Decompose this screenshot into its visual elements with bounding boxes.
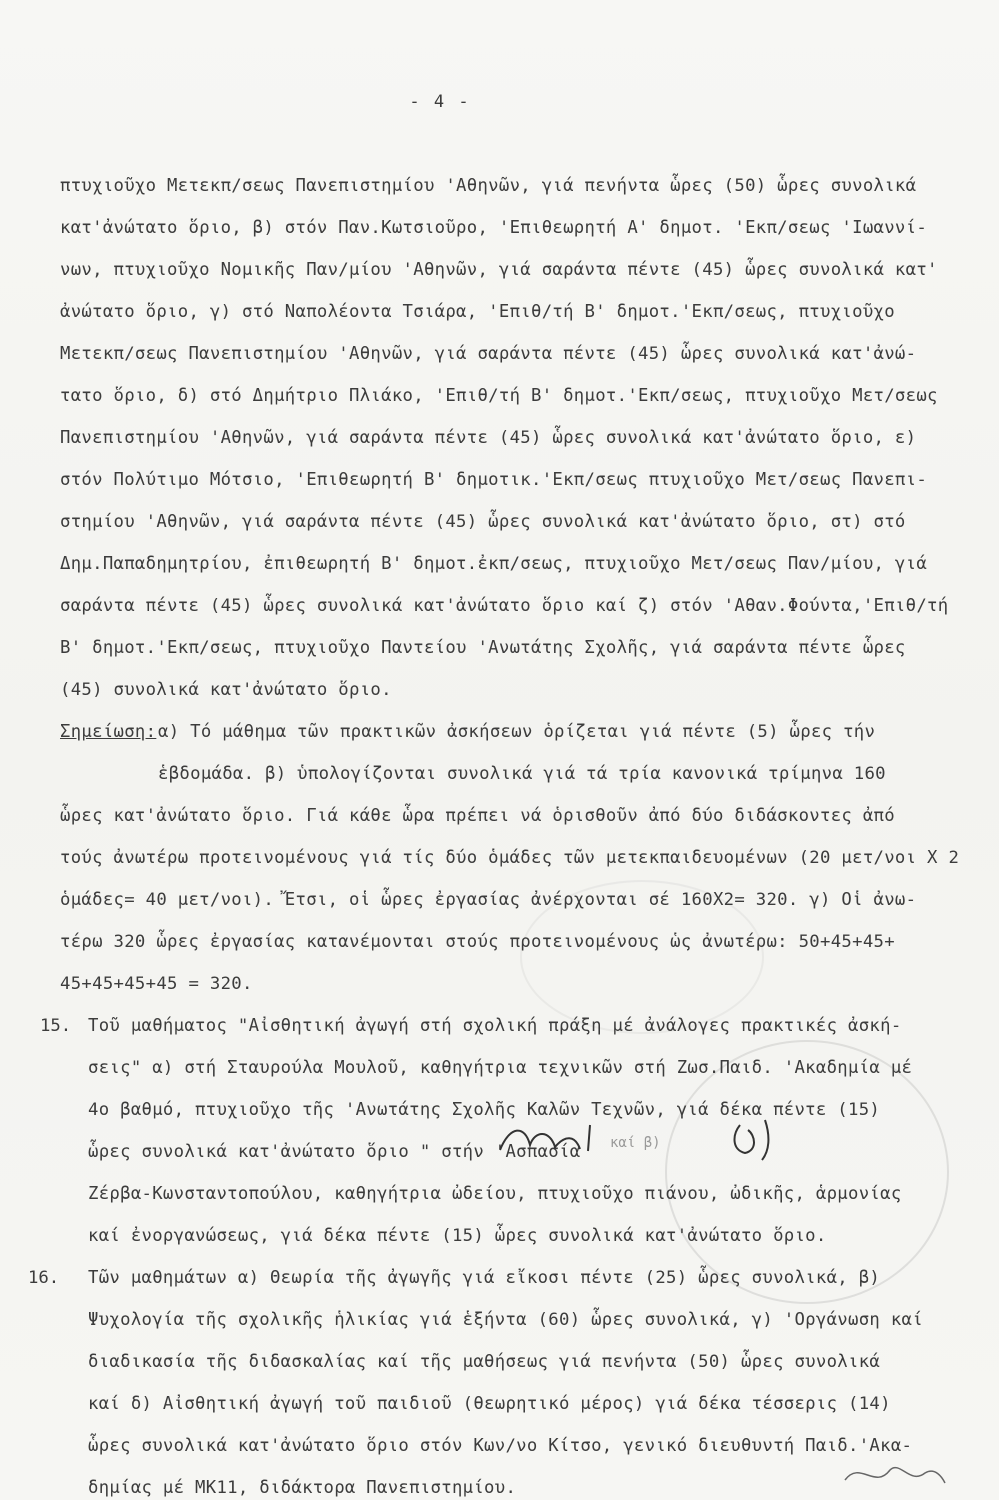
page-number: - 4 - xyxy=(409,92,471,112)
text-line: στημίου 'Αθηνῶν, γιά σαράντα πέντε (45) ὧρες συνολικά κατ'ἀνώτατο ὅριο, στ) στό xyxy=(60,512,906,532)
text-line: νων, πτυχιοῦχο Νομικῆς Παν/μίου 'Αθηνῶν, γιά σαράντα πέντε (45) ὧρες συνολικά κατ' xyxy=(60,260,938,280)
signature xyxy=(840,1455,950,1495)
text-line: πτυχιοῦχο Μετεκπ/σεως Πανεπιστημίου 'Αθηνῶν, γιά πενήντα ὧρες (50) ὧρες συνολικά xyxy=(60,176,917,196)
text-line: (45) συνολικά κατ'ἀνώτατο ὅριο. xyxy=(60,680,392,700)
official-stamp xyxy=(665,1040,949,1304)
note-line: ἑβδομάδα. β) ὑπολογίζονται συνολικά γιά τά τρία κανονικά τρίμηνα 160 xyxy=(158,764,886,784)
item-line: καί ἐνοργανώσεως, γιά δέκα πέντε (15) ὧρες συνολικά κατ'ἀνώτατο ὅριο. xyxy=(88,1226,827,1246)
note-label: Σημείωση: xyxy=(60,722,157,742)
item-line: καί δ) Αἰσθητική ἀγωγή τοῦ παιδιοῦ (θεωρητικό μέρος) γιά δέκα τέσσερις (14) xyxy=(88,1394,891,1414)
handwriting-strokes xyxy=(470,1105,790,1165)
item-line: Τοῦ μαθήματος "Αἰσθητική ἀγωγή στή σχολική πράξη μέ ἀνάλογες πρακτικές ἀσκή- xyxy=(88,1016,902,1036)
item-number: 16. xyxy=(28,1268,60,1288)
item-line: ὧρες συνολικά κατ'ἀνώτατο ὅριο στόν Κων/νο Κίτσο, γενικό διευθυντή Παιδ.'Ακα- xyxy=(88,1436,913,1456)
handwritten-insertion xyxy=(470,1105,790,1165)
item-line: Τῶν μαθημάτων α) Θεωρία τῆς ἀγωγῆς γιά εἴκοσι πέντε (25) ὧρες συνολικά, β) xyxy=(88,1268,881,1288)
note-line: α) Τό μάθημα τῶν πρακτικῶν ἀσκήσεων ὁρίζεται γιά πέντε (5) ὧρες τήν xyxy=(158,722,876,742)
note-line: τέρω 320 ὧρες ἐργασίας κατανέμονται στούς προτεινομένους ὡς ἀνωτέρω: 50+45+45+ xyxy=(60,932,895,952)
note-line: 45+45+45+45 = 320. xyxy=(60,974,253,994)
item-line: διαδικασία τῆς διδασκαλίας καί τῆς μαθήσεως γιά πενήντα (50) ὧρες συνολικά xyxy=(88,1352,881,1372)
text-line: τατο ὅριο, δ) στό Δημήτριο Πλιάκο, 'Επιθ/τή Β' δημοτ.'Εκπ/σεως, πτυχιοῦχο Μετ/σεως xyxy=(60,386,938,406)
handwritten-note: καί β) xyxy=(610,1135,661,1151)
text-line: σαράντα πέντε (45) ὧρες συνολικά κατ'ἀνώτατο ὅριο καί ζ) στόν 'Αθαν.Φούντα,'Επιθ/τή xyxy=(60,596,949,616)
text-line: ἀνώτατο ὅριο, γ) στό Ναπολέοντα Τσιάρα, 'Επιθ/τή Β' δημοτ.'Εκπ/σεως, πτυχιοῦχο xyxy=(60,302,895,322)
text-line: Μετεκπ/σεως Πανεπιστημίου 'Αθηνῶν, γιά σαράντα πέντε (45) ὧρες συνολικά κατ'ἀνώ- xyxy=(60,344,917,364)
text-line: στόν Πολύτιμο Μότσιο, 'Επιθεωρητή Β' δημοτικ.'Εκπ/σεως πτυχιοῦχο Μετ/σεως Πανεπι- xyxy=(60,470,928,490)
item-line: Ζέρβα-Κωνσταντοπούλου, καθηγήτρια ὠδείου, πτυχιοῦχο πιάνου, ὠδικῆς, ἁρμονίας xyxy=(88,1184,902,1204)
text-line: Δημ.Παπαδημητρίου, ἐπιθεωρητή Β' δημοτ.ἐκπ/σεως, πτυχιοῦχο Μετ/σεως Παν/μίου, γιά xyxy=(60,554,928,574)
item-line: Ψυχολογία τῆς σχολικῆς ἡλικίας γιά ἑξήντα (60) ὧρες συνολικά, γ) 'Οργάνωση καί xyxy=(88,1310,923,1330)
item-line: 4ο βαθμό, πτυχιοῦχο τῆς 'Ανωτάτης Σχολῆς Καλῶν Τεχνῶν, γιά δέκα πέντε (15) xyxy=(88,1100,881,1120)
note-line: ὁμάδες= 40 μετ/νοι). Ἔτσι, οἱ ὧρες ἐργασίας ἀνέρχονται σέ 160Χ2= 320. γ) Οἱ ἀνω- xyxy=(60,890,917,910)
item-line: ὧρες συνολικά κατ'ἀνώτατο ὅριο " στήν 'Ασπασία xyxy=(88,1142,581,1162)
note-line: ὧρες κατ'ἀνώτατο ὅριο. Γιά κάθε ὧρα πρέπει νά ὁρισθοῦν ἀπό δύο διδάσκοντες ἀπό xyxy=(60,806,895,826)
text-line: Β' δημοτ.'Εκπ/σεως, πτυχιοῦχο Παντείου 'Ανωτάτης Σχολῆς, γιά σαράντα πέντε ὧρες xyxy=(60,638,906,658)
text-line: κατ'ἀνώτατο ὅριο, β) στόν Παν.Κωτσιοῦρο, 'Επιθεωρητή Α' δημοτ. 'Εκπ/σεως 'Ιωαννί- xyxy=(60,218,928,238)
text-line: Πανεπιστημίου 'Αθηνῶν, γιά σαράντα πέντε (45) ὧρες συνολικά κατ'ἀνώτατο ὅριο, ε) xyxy=(60,428,917,448)
item-number: 15. xyxy=(40,1016,72,1036)
note-line: τούς ἀνωτέρω προτεινομένους γιά τίς δύο ὁμάδες τῶν μετεκπαιδευομένων (20 μετ/νοι Χ 2 xyxy=(60,848,960,868)
item-line: δημίας μέ ΜΚ11, διδάκτορα Πανεπιστημίου. xyxy=(88,1478,517,1498)
item-line: σεις" α) στή Σταυρούλα Μουλοῦ, καθηγήτρια τεχνικῶν στή Ζωσ.Παιδ. 'Ακαδημία μέ xyxy=(88,1058,913,1078)
